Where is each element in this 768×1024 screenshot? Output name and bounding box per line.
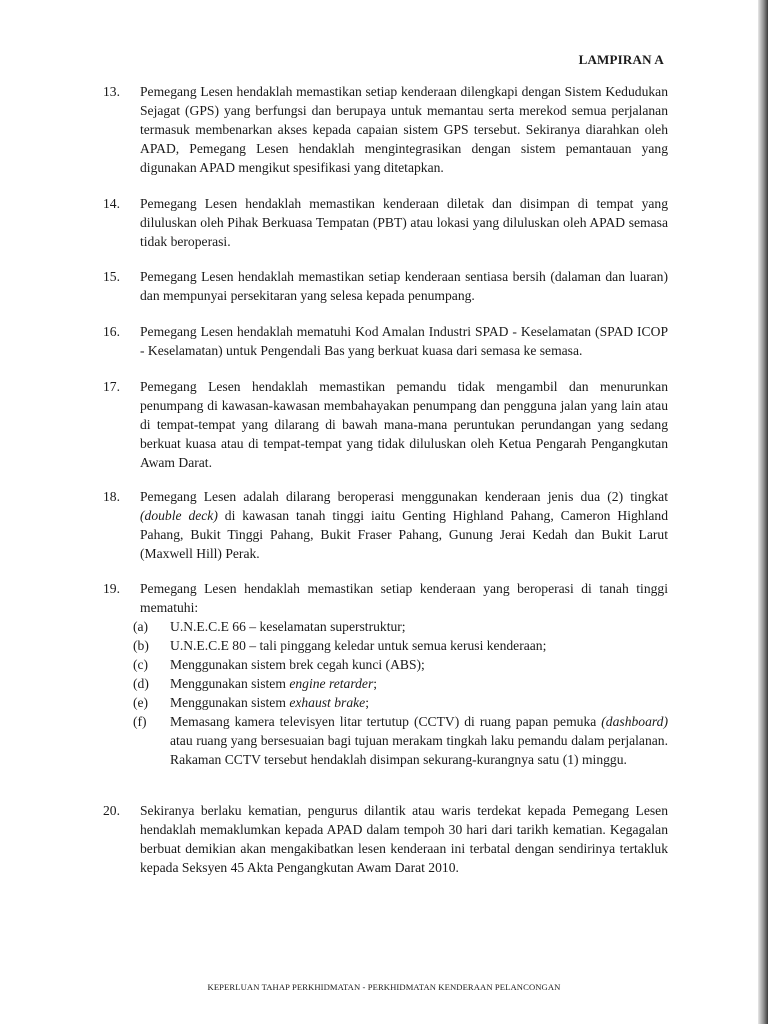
- sub-clause-e: [100, 693, 668, 712]
- clause-number: 19.: [103, 581, 120, 596]
- sub-clause-text-part: ;: [365, 695, 369, 710]
- clause-19: [100, 579, 668, 769]
- sub-clause-label: (e): [133, 695, 149, 710]
- page-footer: KEPERLUAN TAHAP PERKHIDMATAN - PERKHIDMATAN KENDERAAN PELANCONGAN: [207, 982, 561, 992]
- sub-clause-a: [100, 617, 668, 636]
- clause-text: Pemegang Lesen hendaklah memastikan kenderaan diletak dan disimpan di tempat yang diluluskan oleh Pihak Berkuasa Tempatan (PBT) atau lokasi yang diluluskan oleh APAD semasa tidak beroperasi.: [140, 196, 668, 249]
- sub-clause-label: (c): [133, 657, 149, 672]
- clause-number: 15.: [103, 269, 120, 284]
- sub-clause-text: [170, 693, 668, 712]
- sub-clause-text-part: Menggunakan sistem: [170, 695, 290, 710]
- clause-text-italic: (double deck): [140, 508, 218, 523]
- clause-number: 13.: [103, 84, 120, 99]
- sub-clause-text: U.N.E.C.E 66 – keselamatan superstruktur;: [170, 619, 406, 634]
- clause-text-part: Pemegang Lesen adalah dilarang beroperasi menggunakan kenderaan jenis dua (2) tingkat: [140, 489, 668, 504]
- sub-clause-label: (f): [133, 714, 147, 729]
- sub-clause-text-italic: engine retarder: [289, 676, 374, 691]
- sub-clause-list: [100, 617, 668, 769]
- sub-clause-f: [100, 712, 668, 769]
- clause-text: Pemegang Lesen hendaklah mematuhi Kod Amalan Industri SPAD - Keselamatan (SPAD ICOP - Keselamatan) untuk Pengendali Bas yang berkuat kuasa dari semasa ke semasa.: [140, 324, 668, 358]
- sub-clause-text-part: Menggunakan sistem: [170, 676, 290, 691]
- clause-text: Pemegang Lesen hendaklah memastikan setiap kenderaan sentiasa bersih (dalaman dan luaran) dan mempunyai persekitaran yang selesa kepada penumpang.: [140, 269, 668, 303]
- sub-clause-d: [100, 674, 668, 693]
- clause-number: 17.: [103, 379, 120, 394]
- clause-13: [100, 82, 668, 177]
- clause-15: [100, 267, 668, 305]
- sub-clause-c: [100, 655, 668, 674]
- page-edge-shadow: [758, 0, 768, 1024]
- sub-clause-text: [170, 674, 668, 693]
- sub-clause-text: Menggunakan sistem brek cegah kunci (ABS);: [170, 657, 425, 672]
- clause-number: 16.: [103, 324, 120, 339]
- sub-clause-text-italic: (dashboard): [601, 714, 668, 729]
- clause-14: [100, 194, 668, 251]
- clause-number: 20.: [103, 803, 120, 818]
- sub-clause-label: (d): [133, 676, 149, 691]
- clause-17: [100, 377, 668, 472]
- clause-20: [100, 801, 668, 877]
- appendix-label: LAMPIRAN A: [578, 52, 664, 67]
- sub-clause-text: [170, 712, 668, 769]
- sub-clause-text-part: ;: [373, 676, 378, 691]
- sub-clause-text-part: Memasang kamera televisyen litar tertutup (CCTV) di ruang papan pemuka: [170, 714, 602, 729]
- clause-16: [100, 322, 668, 360]
- clause-number: 18.: [103, 489, 120, 504]
- clause-text: [140, 487, 668, 563]
- clause-text-part: di kawasan tanah tinggi iaitu Genting Highland Pahang, Cameron Highland Pahang, Bukit Tinggi Pahang, Bukit Fraser Pahang, Gunung Jerai Kedah dan Bukit Larut (Maxwell Hill) Perak.: [140, 508, 668, 561]
- sub-clause-label: (a): [133, 619, 149, 634]
- sub-clause-label: (b): [133, 638, 149, 653]
- sub-clause-text-part: atau ruang yang bersesuaian bagi tujuan merakam tingkah laku pemandu dalam perjalanan. Rakaman CCTV tersebut hendaklah disimpan sekurang-kurangnya satu (1) minggu.: [170, 733, 668, 767]
- clause-number: 14.: [103, 196, 120, 211]
- clause-text: Pemegang Lesen hendaklah memastikan setiap kenderaan dilengkapi dengan Sistem Kedudukan Sejagat (GPS) yang berfungsi dan berupaya untuk memantau serta merekod semua perjalanan termasuk membenarkan akses kepada capaian sistem GPS tersebut. Sekiranya diarahkan oleh APAD, Pemegang Lesen hendaklah mengintegrasikan dengan sistem pemantauan yang digunakan APAD mengikut spesifikasi yang ditetapkan.: [140, 84, 668, 175]
- sub-clause-text-italic: exhaust brake: [289, 695, 366, 710]
- clause-text: Pemegang Lesen hendaklah memastikan setiap kenderaan yang beroperasi di tanah tinggi mematuhi:: [140, 581, 668, 615]
- clause-18: [100, 487, 668, 563]
- sub-clause-text: U.N.E.C.E 80 – tali pinggang keledar untuk semua kerusi kenderaan;: [170, 638, 547, 653]
- clause-text: Sekiranya berlaku kematian, pengurus dilantik atau waris terdekat kepada Pemegang Lesen hendaklah memaklumkan kepada APAD dalam tempoh 30 hari dari tarikh kematian. Kegagalan berbuat demikian akan mengakibatkan lesen kenderaan ini terbatal dengan sendirinya tertakluk kepada Seksyen 45 Akta Pengangkutan Awam Darat 2010.: [140, 803, 668, 875]
- clause-text: Pemegang Lesen hendaklah memastikan pemandu tidak mengambil dan menurunkan penumpang di kawasan-kawasan membahayakan penumpang dan pengguna jalan yang lain atau di tempat-tempat yang dilarang di bawah mana-mana peruntukan perundangan yang sedang berkuat kuasa atau di tempat-tempat yang tidak diluluskan oleh Ketua Pengarah Pengangkutan Awam Darat.: [140, 379, 668, 470]
- sub-clause-b: [100, 636, 668, 655]
